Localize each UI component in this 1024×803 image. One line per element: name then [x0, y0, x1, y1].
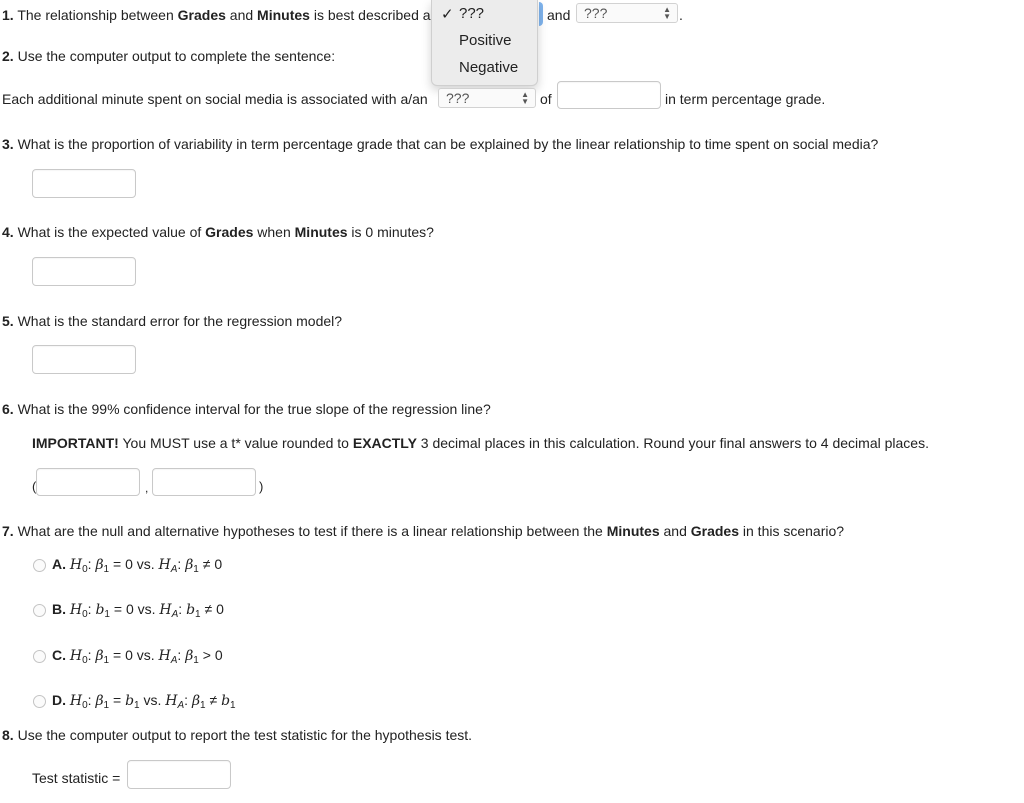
colon: :: [87, 647, 96, 663]
option-c-label[interactable]: [52, 647, 223, 666]
param-subscript: 1: [200, 700, 206, 711]
q3-answer-input[interactable]: [32, 169, 136, 198]
question-3-text: [2, 136, 878, 152]
h0-symbol: H: [69, 602, 83, 618]
relation: = 0 vs.: [109, 647, 159, 663]
q6-number: 6.: [2, 401, 14, 417]
colon: :: [177, 556, 186, 572]
q1-form-dropdown-menu: [431, 0, 538, 86]
q5-number: 5.: [2, 313, 14, 329]
ha-symbol: H: [158, 557, 171, 573]
test-statistic-label: Test statistic =: [32, 770, 121, 786]
q4-answer-input[interactable]: [32, 257, 136, 286]
q1-minutes: Minutes: [257, 7, 310, 23]
ha-subscript: A: [171, 609, 179, 620]
q5-answer-input[interactable]: [32, 345, 136, 374]
q1-grades: Grades: [177, 7, 226, 23]
param-subscript: 1: [134, 700, 140, 711]
q1-number: 1.: [2, 7, 14, 23]
q1-text-2: and: [225, 7, 258, 23]
q7-number: 7.: [2, 523, 14, 539]
param-subscript: 1: [230, 700, 236, 711]
important-text-2: 3 decimal places in this calculation. Round your final answers to 4 decimal places.: [416, 435, 929, 451]
q2-sentence-end: in term percentage grade.: [665, 91, 826, 107]
dropdown-option-label: ???: [459, 5, 485, 22]
q4-text-1: What is the expected value of: [13, 224, 206, 240]
question-6-text: [2, 401, 491, 417]
param: β: [185, 648, 194, 664]
option-b-radio[interactable]: [33, 604, 46, 617]
open-paren: (: [32, 479, 37, 494]
relation: > 0: [198, 647, 223, 663]
dropdown-option-label: Positive: [459, 32, 512, 49]
relation: = 0 vs.: [109, 556, 159, 572]
exactly-label: EXACTLY: [352, 435, 417, 451]
q3-number: 3.: [2, 136, 14, 152]
option-a-label[interactable]: [52, 556, 222, 575]
q8-number: 8.: [2, 727, 14, 743]
q7-text-2: and: [659, 523, 691, 539]
dropdown-option-label: Negative: [459, 59, 519, 76]
option-letter: B.: [52, 601, 66, 617]
colon: :: [184, 692, 192, 708]
ha-symbol: H: [165, 693, 178, 709]
ha-subscript: A: [170, 655, 178, 666]
ha-subscript: A: [177, 700, 185, 711]
q1-text-3: is best described a: [309, 7, 431, 23]
q7-text-1: What are the null and alternative hypotheses to test if there is a linear relationship between the: [13, 523, 607, 539]
q2-direction-select[interactable]: [438, 88, 536, 108]
q1-and: and: [547, 7, 571, 23]
close-paren: ): [259, 479, 264, 494]
param-subscript: 1: [104, 609, 110, 620]
question-2-text: [2, 48, 335, 64]
option-letter: D.: [52, 692, 66, 708]
q2-direction-select-value: ???: [446, 90, 470, 106]
q6-important-note: [32, 435, 929, 451]
q7-grades: Grades: [690, 523, 739, 539]
q1-period: .: [679, 7, 683, 23]
select-arrows-icon: ▲ ▼: [663, 5, 671, 21]
param: β: [95, 557, 104, 573]
colon: :: [87, 556, 96, 572]
q6-text: What is the 99% confidence interval for the true slope of the regression line?: [13, 401, 491, 417]
param: β: [95, 648, 104, 664]
colon: :: [87, 692, 96, 708]
q2-sentence-start: Each additional minute spent on social media is associated with a/an: [2, 91, 428, 107]
h0-subscript: 0: [82, 655, 88, 666]
param-subscript: 1: [193, 655, 199, 666]
select-1-focus-ring: [539, 2, 543, 26]
param-subscript: 1: [103, 700, 110, 711]
relation: =: [109, 692, 126, 708]
colon: :: [178, 601, 187, 617]
param-subscript: 1: [193, 564, 199, 575]
param: b: [186, 602, 196, 618]
param: b: [95, 602, 105, 618]
q1-direction-select-value: ???: [584, 5, 608, 21]
relation: ≠ 0: [200, 601, 224, 617]
h0-symbol: H: [69, 693, 83, 709]
option-b-label[interactable]: [52, 601, 224, 620]
q8-text: Use the computer output to report the test statistic for the hypothesis test.: [13, 727, 473, 743]
ha-subscript: A: [170, 564, 178, 575]
q4-minutes: Minutes: [294, 224, 348, 240]
q1-text-1: The relationship between: [13, 7, 178, 23]
q4-text-2: when: [253, 224, 295, 240]
important-label: IMPORTANT!: [32, 435, 119, 451]
h0-symbol: H: [69, 648, 83, 664]
h0-subscript: 0: [82, 700, 88, 711]
q1-direction-select[interactable]: [576, 3, 678, 23]
important-text-1: You MUST use a t* value rounded to: [118, 435, 353, 451]
relation: vs.: [139, 692, 166, 708]
option-letter: A.: [52, 556, 66, 572]
q2-amount-input[interactable]: [557, 81, 661, 109]
q3-text: What is the proportion of variability in term percentage grade that can be explained by the linear relationship to time spent on social media?: [13, 136, 879, 152]
option-c-radio[interactable]: [33, 650, 46, 663]
q6-upper-bound-input[interactable]: [152, 468, 256, 496]
q2-text: Use the computer output to complete the sentence:: [13, 48, 336, 64]
q4-text-3: is 0 minutes?: [347, 224, 434, 240]
select-arrows-icon: ▲ ▼: [521, 90, 529, 106]
h0-symbol: H: [69, 557, 83, 573]
ha-symbol: H: [158, 648, 171, 664]
ha-symbol: H: [159, 602, 172, 618]
q5-text: What is the standard error for the regression model?: [13, 313, 343, 329]
param: b: [221, 693, 231, 709]
q4-number: 4.: [2, 224, 14, 240]
q6-lower-bound-input[interactable]: [36, 468, 140, 496]
relation: = 0 vs.: [109, 601, 160, 617]
question-8-text: [2, 727, 472, 743]
param: b: [125, 693, 135, 709]
option-d-radio[interactable]: [33, 695, 46, 708]
question-4-text: [2, 224, 434, 240]
param: β: [185, 557, 194, 573]
colon: :: [87, 601, 96, 617]
param-subscript: 1: [103, 564, 110, 575]
question-1-text: [2, 7, 431, 23]
relation: ≠: [205, 692, 222, 708]
question-7-text: [2, 523, 844, 539]
comma: ,: [145, 481, 149, 495]
param: β: [191, 693, 201, 709]
test-statistic-input[interactable]: [127, 760, 231, 789]
option-a-radio[interactable]: [33, 559, 46, 572]
colon: :: [177, 647, 186, 663]
relation: ≠ 0: [198, 556, 223, 572]
option-d-label[interactable]: [52, 692, 236, 711]
h0-subscript: 0: [82, 564, 88, 575]
param-subscript: 1: [103, 655, 110, 666]
q2-number: 2.: [2, 48, 14, 64]
h0-subscript: 0: [82, 609, 88, 620]
q7-minutes: Minutes: [606, 523, 660, 539]
param-subscript: 1: [195, 609, 201, 620]
question-5-text: [2, 313, 342, 329]
option-letter: C.: [52, 647, 66, 663]
q2-of: of: [540, 91, 552, 107]
checkmark-icon: ✓: [441, 6, 454, 23]
q4-grades: Grades: [205, 224, 254, 240]
param: β: [95, 693, 104, 709]
q7-text-3: in this scenario?: [739, 523, 845, 539]
